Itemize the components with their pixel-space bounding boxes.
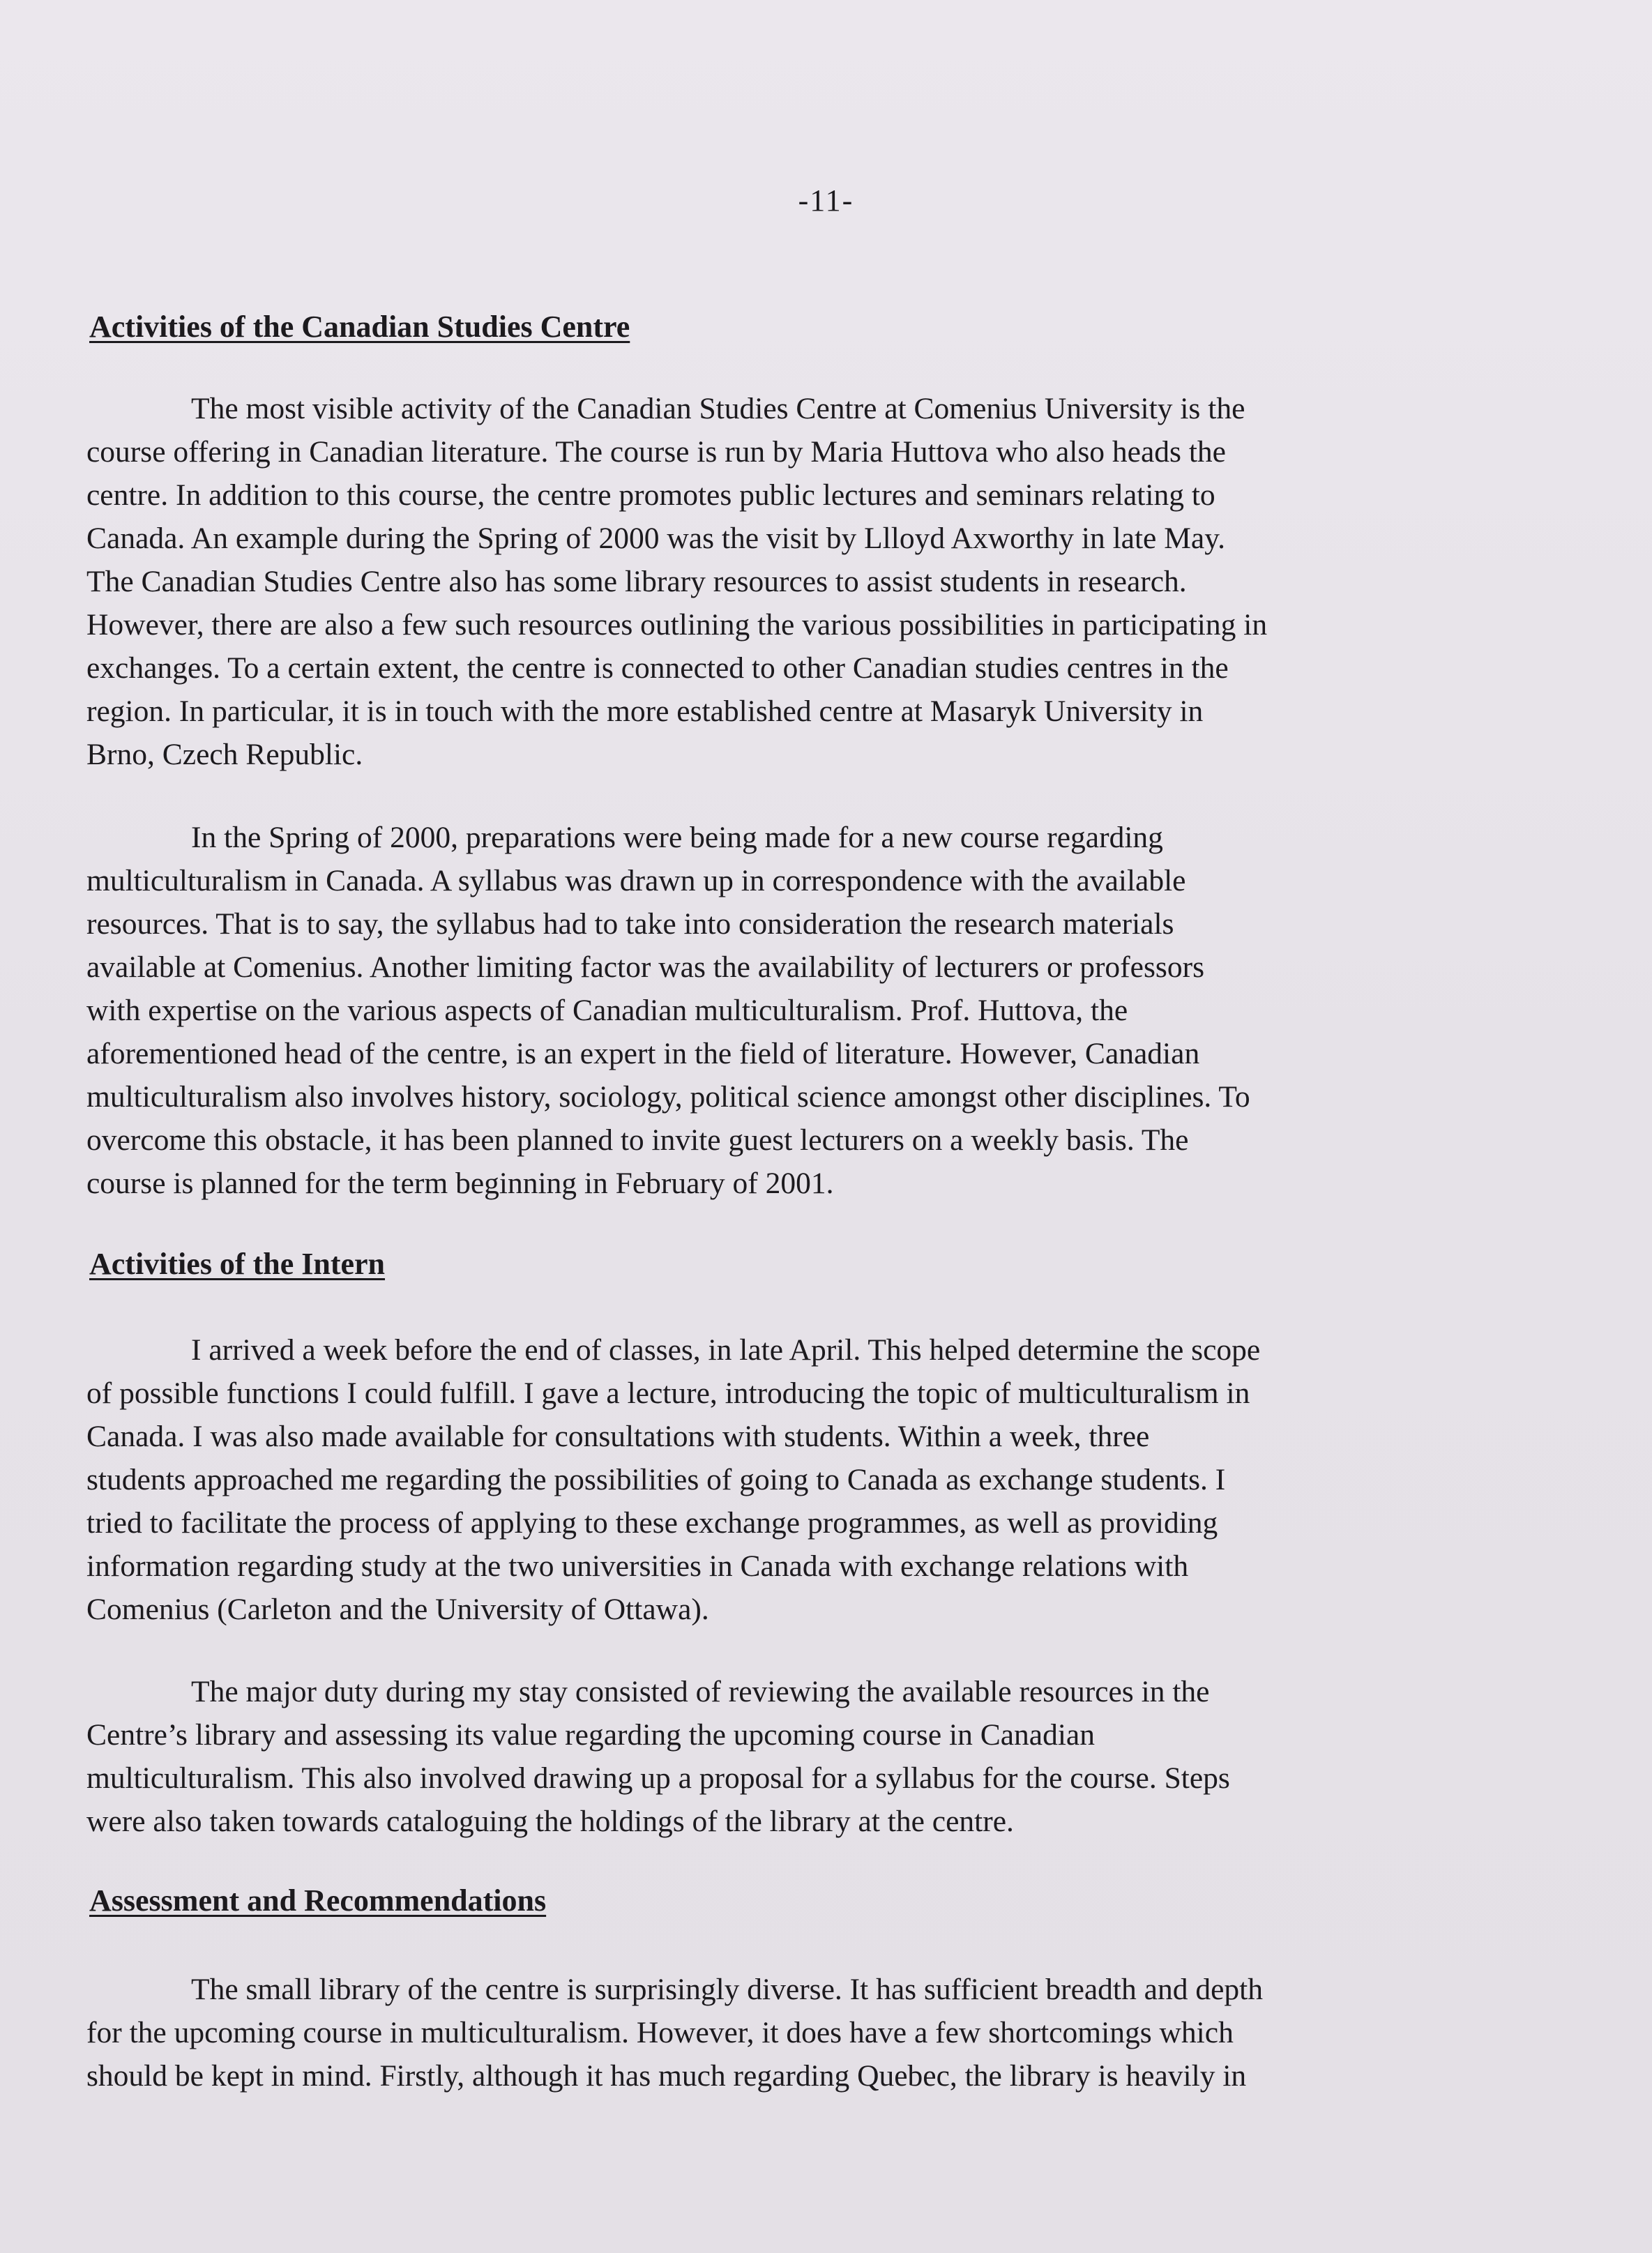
section-heading-assessment: Assessment and Recommendations (89, 1883, 547, 1918)
text-line: multiculturalism. This also involved drawing up a proposal for a syllabus for the course. Steps (86, 1761, 1230, 1795)
text-line: region. In particular, it is in touch with the more established centre at Masaryk University in (86, 695, 1204, 728)
text-line: The most visible activity of the Canadian Studies Centre at Comenius University is the (191, 392, 1245, 425)
text-line: overcome this obstacle, it has been planned to invite guest lecturers on a weekly basis. The (86, 1123, 1189, 1157)
paragraph (86, 387, 1267, 776)
text-line: The Canadian Studies Centre also has some library resources to assist students in research. (86, 565, 1187, 598)
text-line: tried to facilitate the process of applying to these exchange programmes, as well as providing (86, 1506, 1218, 1540)
paragraph (86, 1328, 1260, 1631)
page-number: -11- (798, 183, 854, 218)
text-line: However, there are also a few such resources outlining the various possibilities in participating in (86, 608, 1268, 642)
paragraph (86, 1670, 1230, 1843)
text-line: Canada. An example during the Spring of 2000 was the visit by Llloyd Axworthy in late May. (86, 522, 1226, 555)
text-line: information regarding study at the two universities in Canada with exchange relations with (86, 1549, 1189, 1583)
text-line: multiculturalism also involves history, sociology, political science amongst other disciplines. To (86, 1080, 1250, 1114)
text-line: The major duty during my stay consisted of reviewing the available resources in the (191, 1675, 1210, 1708)
text-line: exchanges. To a certain extent, the centre is connected to other Canadian studies centres in the (86, 651, 1229, 685)
text-line: Brno, Czech Republic. (86, 738, 363, 771)
text-line: students approached me regarding the possibilities of going to Canada as exchange students. I (86, 1463, 1226, 1496)
text-line: aforementioned head of the centre, is an expert in the field of literature. However, Canadian (86, 1037, 1200, 1070)
text-line: course is planned for the term beginning in February of 2001. (86, 1167, 834, 1200)
text-line: were also taken towards cataloguing the holdings of the library at the centre. (86, 1805, 1014, 1838)
paragraph (86, 816, 1250, 1205)
text-line: with expertise on the various aspects of Canadian multiculturalism. Prof. Huttova, the (86, 994, 1128, 1027)
text-line: centre. In addition to this course, the centre promotes public lectures and seminars relating to (86, 478, 1215, 512)
text-line: available at Comenius. Another limiting factor was the availability of lecturers or professors (86, 950, 1205, 984)
text-line: I arrived a week before the end of classes, in late April. This helped determine the scope (191, 1333, 1261, 1367)
text-line: multiculturalism in Canada. A syllabus was drawn up in correspondence with the available (86, 864, 1186, 897)
text-line: Centre’s library and assessing its value regarding the upcoming course in Canadian (86, 1718, 1095, 1752)
text-line: should be kept in mind. Firstly, although it has much regarding Quebec, the library is heavily in (86, 2059, 1247, 2093)
section-heading-activities-centre: Activities of the Canadian Studies Centre (89, 310, 630, 344)
text-line: Canada. I was also made available for consultations with students. Within a week, three (86, 1420, 1150, 1453)
text-line: for the upcoming course in multiculturalism. However, it does have a few shortcomings which (86, 2016, 1234, 2049)
text-line: resources. That is to say, the syllabus had to take into consideration the research materials (86, 907, 1174, 941)
paragraph (86, 1968, 1263, 2098)
text-line: Comenius (Carleton and the University of Ottawa). (86, 1593, 709, 1626)
section-heading-activities-intern: Activities of the Intern (89, 1247, 386, 1281)
text-line: of possible functions I could fulfill. I gave a lecture, introducing the topic of multiculturalism in (86, 1376, 1250, 1410)
text-line: course offering in Canadian literature. The course is run by Maria Huttova who also heads the (86, 435, 1226, 469)
text-line: The small library of the centre is surprisingly diverse. It has sufficient breadth and depth (191, 1973, 1263, 2006)
text-line: In the Spring of 2000, preparations were being made for a new course regarding (191, 821, 1163, 854)
